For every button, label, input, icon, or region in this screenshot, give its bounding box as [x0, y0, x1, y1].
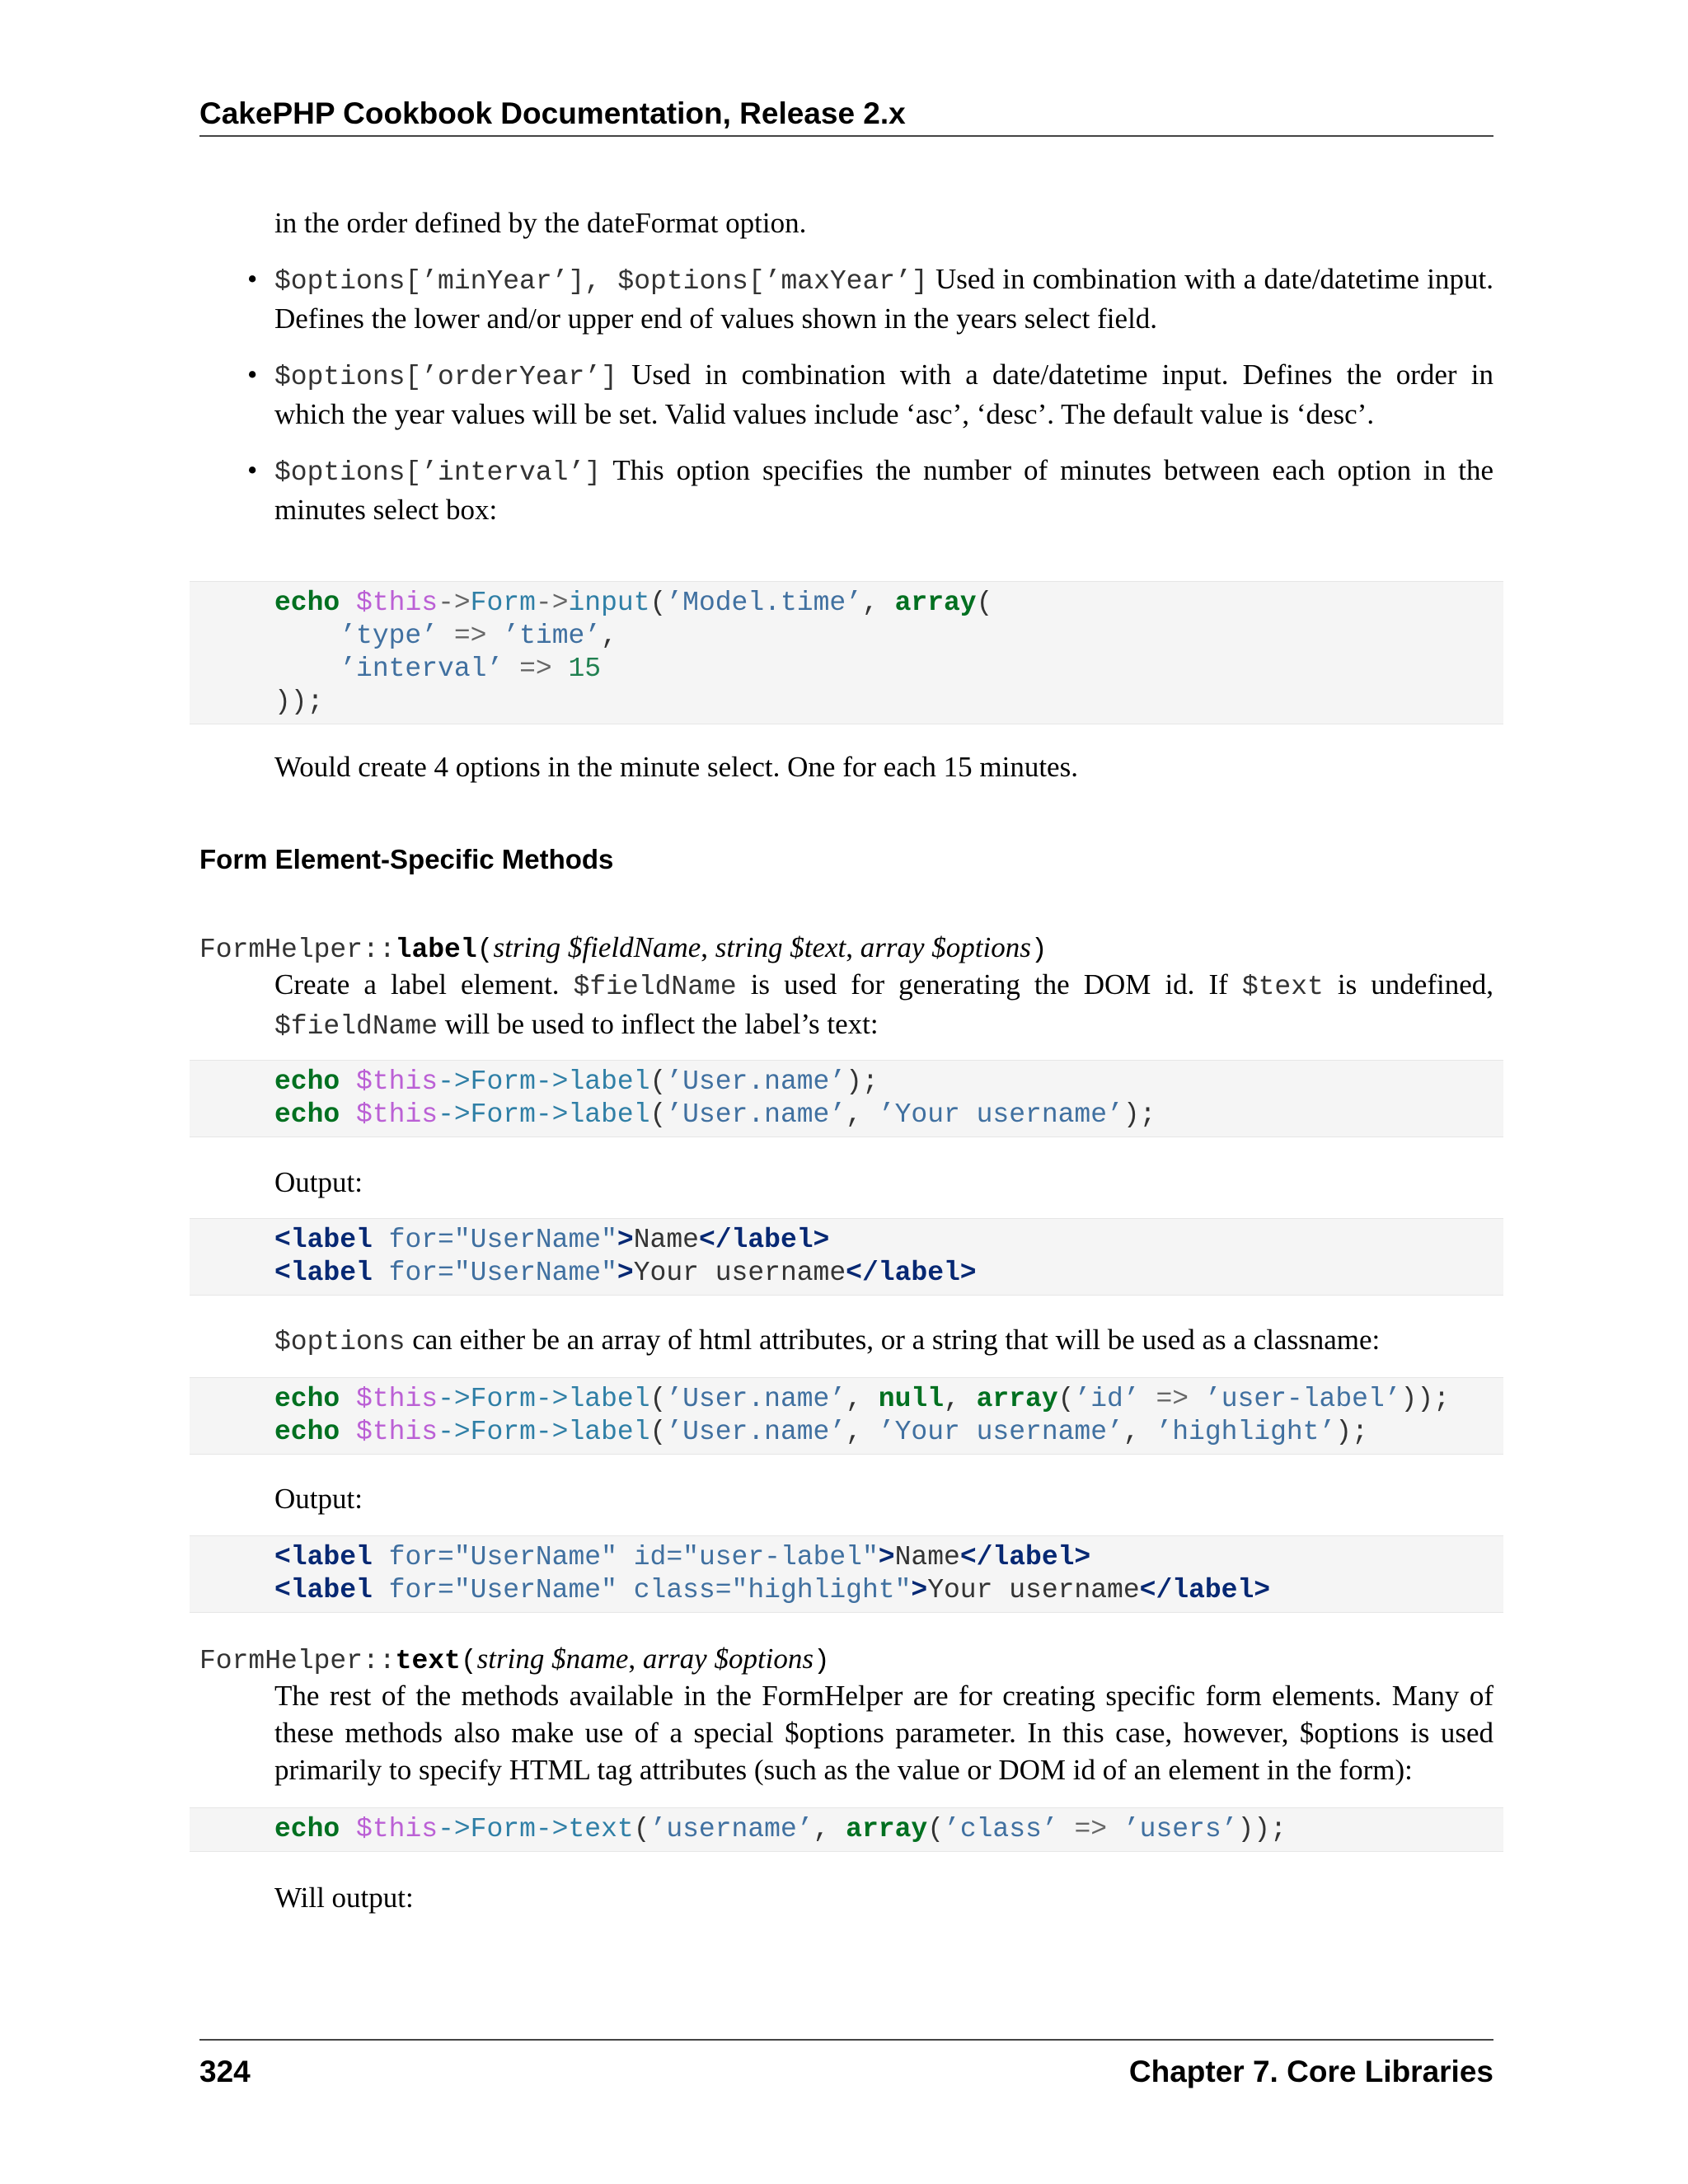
intro-paragraph: in the order defined by the dateFormat option.: [274, 207, 807, 239]
will-output-label: Will output:: [274, 1882, 414, 1914]
code-block-interval: echo $this->Form->input(’Model.time’, array( ’type’ => ’time’, ’interval’ => 15 ));: [190, 581, 1503, 724]
bullet-marker: •: [247, 263, 258, 295]
bullet-interval: [247, 452, 1493, 528]
bullet-text: This option specifies the number of minutes between each option in the minutes select box:: [274, 454, 1493, 526]
chapter-title: Chapter 7. Core Libraries: [1128, 2055, 1493, 2088]
bullet-marker: •: [247, 454, 258, 486]
code-block-text-method: echo $this->Form->text(’username’, array(’class’ => ’users’));: [190, 1807, 1503, 1852]
bullet-text: Used in combination with a date/datetime input. Defines the lower and/or upper end of values shown in the years select field.: [274, 263, 1493, 335]
bullet-marker: •: [247, 359, 258, 391]
code-block-label-options-output: <label for="UserName" id="user-label">Name</label> <label for="UserName" class="highlight">Your username</label>: [190, 1535, 1503, 1613]
inline-code: $options[’minYear’], $options[’maxYear’]: [274, 266, 928, 297]
section-heading: Form Element-Specific Methods: [199, 844, 614, 874]
text-method-signature: FormHelper::text(string $name, array $options): [199, 1643, 830, 1676]
inline-code: $options[’orderYear’]: [274, 362, 617, 392]
label-method-description: Create a label element. $fieldName is used for generating the DOM id. If $text is undefined, $fieldName will be used to inflect the label’s text:: [274, 968, 1493, 1042]
code-block-label-output: <label for="UserName">Name</label> <label for="UserName">Your username</label>: [190, 1218, 1503, 1296]
output-label-1: Output:: [274, 1166, 363, 1198]
inline-code: $options[’interval’]: [274, 457, 602, 488]
page-number: 324: [199, 2055, 251, 2088]
label-method-signature: FormHelper::label(string $fieldName, string $text, array $options): [199, 931, 1048, 965]
bullet-order-year: [247, 356, 1493, 433]
options-bullet-list: [247, 260, 1493, 547]
text-method-description: The rest of the methods available in the FormHelper are for creating specific form elements. Many of these methods also make use of a special $options parameter. In this case, however, $options is used primarily to specify HTML tag attributes (such as the value or DOM id of an element in the form):: [274, 1680, 1493, 1786]
options-note: $options can either be an array of html attributes, or a string that will be used as a classname:: [274, 1324, 1381, 1357]
code-block-label-options: echo $this->Form->label(’User.name’, null, array(’id’ => ’user-label’)); echo $this->Form->label(’User.name’, ’Your username’, ’highlight’);: [190, 1377, 1503, 1455]
running-footer: [199, 2039, 1493, 2095]
interval-explanation: Would create 4 options in the minute select. One for each 15 minutes.: [274, 751, 1078, 783]
output-label-2: Output:: [274, 1483, 363, 1515]
bullet-min-max-year: [247, 260, 1493, 337]
code-block-label-basic: echo $this->Form->label(’User.name’); echo $this->Form->label(’User.name’, ’Your username’);: [190, 1060, 1503, 1137]
bullet-text: Used in combination with a date/datetime input. Defines the order in which the year values will be set. Valid values include ‘asc’, ‘desc’. The default value is ‘desc’.: [274, 359, 1493, 430]
running-header: CakePHP Cookbook Documentation, Release 2.x: [199, 92, 1493, 137]
